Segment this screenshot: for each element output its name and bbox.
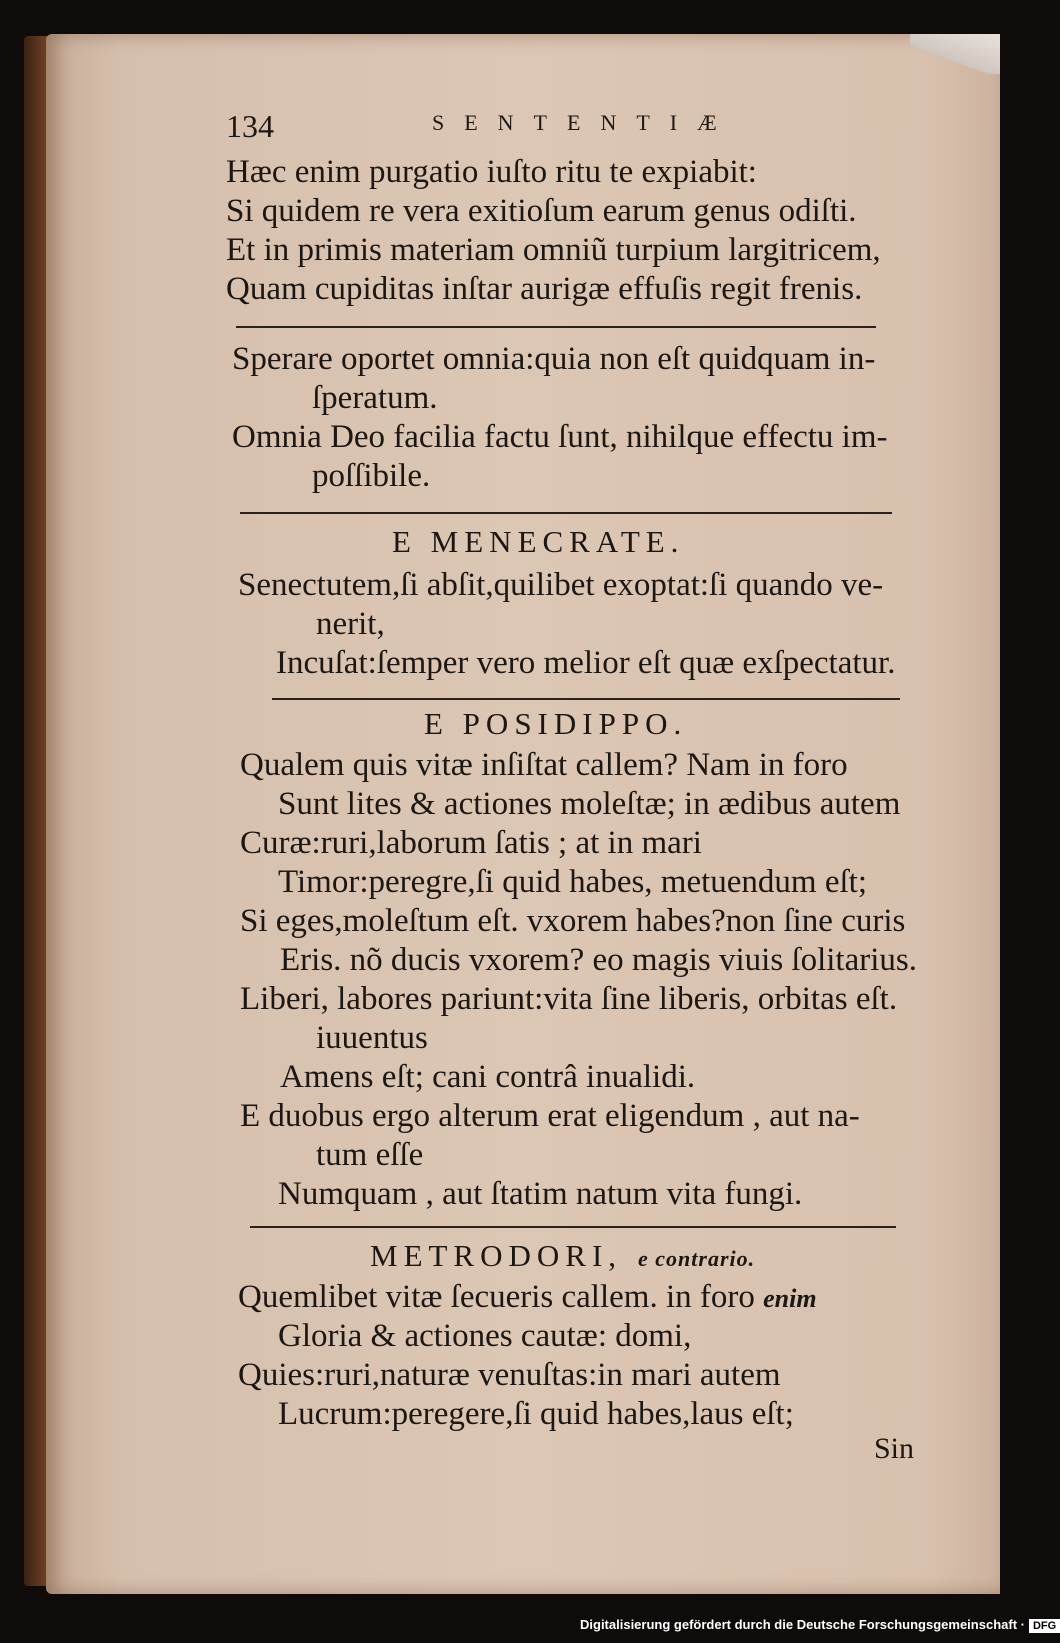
text-line: Et in primis materiam omniũ turpium largitricem,	[226, 232, 881, 268]
text-line: Amens eſt; cani contrâ inualidi.	[280, 1059, 696, 1095]
text-line: iuuentus	[316, 1020, 428, 1056]
section-divider	[250, 1226, 896, 1228]
torn-corner	[910, 34, 1000, 74]
text-line: Sunt lites & actiones moleſtæ; in ædibus autem	[278, 786, 901, 822]
text-line: tum eſſe	[316, 1137, 424, 1173]
text-line: Eris. nõ ducis vxorem? eo magis viuis ſolitarius.	[280, 942, 917, 978]
text-line: Curæ:ruri,laborum ſatis ; at in mari	[240, 825, 702, 861]
digitization-credit	[580, 1617, 1060, 1633]
text-line: Liberi, labores pariunt:vita ſine liberis, orbitas eſt.	[240, 981, 898, 1017]
text-line: Quam cupiditas inſtar aurigæ effuſis regit frenis.	[226, 271, 863, 307]
text-line: Lucrum:peregere,ſi quid habes,laus eſt;	[278, 1396, 794, 1432]
section-heading: E MENECRATE.	[392, 524, 685, 559]
text-line: E duobus ergo alterum erat eligendum , aut na-	[240, 1098, 860, 1134]
heading-italic: e contrario.	[638, 1246, 756, 1271]
text-line: Timor:peregre,ſi quid habes, metuendum eſt;	[278, 864, 868, 900]
text-line: Hæc enim purgatio iuſto ritu te expiabit:	[226, 154, 757, 190]
catchword: Sin	[873, 1432, 914, 1465]
text-line: poſſibile.	[312, 458, 431, 494]
text-line	[238, 1278, 817, 1318]
credit-text: Digitalisierung gefördert durch die Deutsche Forschungsgemeinschaft ·	[580, 1617, 1025, 1632]
dfg-logo: DFG	[1029, 1619, 1060, 1633]
section-heading	[370, 1238, 755, 1274]
section-divider	[236, 326, 876, 328]
line-main: Quemlibet vitæ ſecueris callem. in foro	[238, 1279, 755, 1315]
page-number: 134	[226, 108, 274, 144]
running-title: SENTENTIÆ	[432, 110, 737, 135]
text-line: Senectutem,ſi abſit,quilibet exoptat:ſi quando ve-	[238, 567, 884, 603]
text-line: Si eges,moleſtum eſt. vxorem habes?non ſine curis	[240, 903, 906, 939]
text-line: ſperatum.	[312, 380, 438, 416]
text-line: Si quidem re vera exitioſum earum genus odiſti.	[226, 193, 857, 229]
line-italic: enim	[763, 1284, 817, 1313]
text-line: Numquam , aut ſtatim natum vita fungi.	[278, 1176, 803, 1212]
text-line: nerit,	[316, 606, 385, 642]
section-divider	[240, 512, 892, 514]
section-heading: E POSIDIPPO.	[424, 706, 688, 741]
text-line: Gloria & actiones cautæ: domi,	[278, 1318, 692, 1354]
text-line: Quies:ruri,naturæ venuſtas:in mari autem	[238, 1357, 781, 1393]
text-line: Sperare oportet omnia:quia non eſt quidquam in-	[232, 341, 876, 377]
text-line: Qualem quis vitæ inſiſtat callem? Nam in foro	[240, 747, 848, 783]
heading-main: METRODORI,	[370, 1238, 623, 1273]
section-divider	[272, 698, 900, 700]
text-line: Omnia Deo facilia factu ſunt, nihilque effectu im-	[232, 419, 888, 455]
text-line: Incuſat:ſemper vero melior eſt quæ exſpectatur.	[276, 645, 896, 681]
